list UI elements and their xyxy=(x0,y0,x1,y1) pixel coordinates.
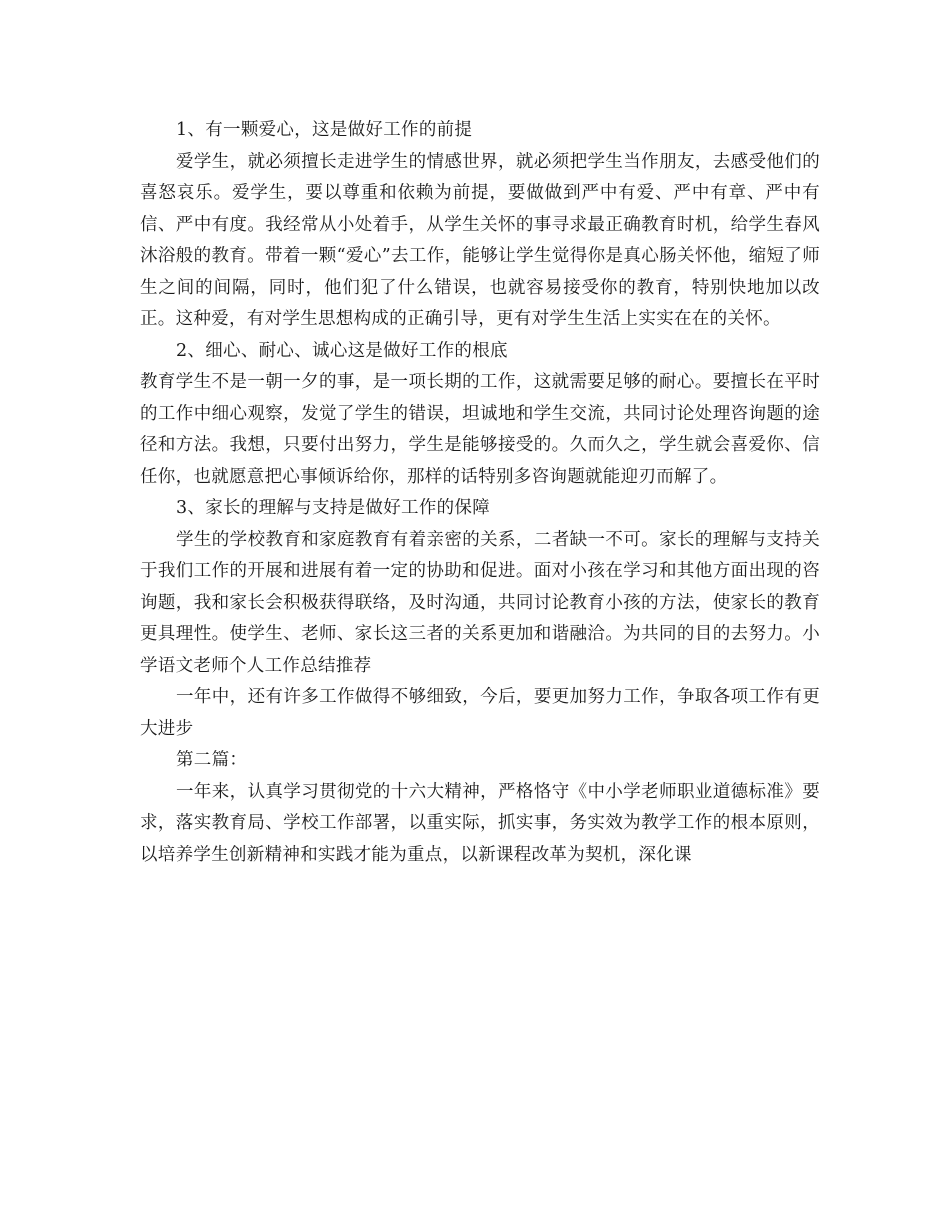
heading-love: 1、有一颗爱心，这是做好工作的前提 xyxy=(176,120,473,140)
paragraph-love: 爱学生，就必须擅长走进学生的情感世界，就必须把学生当作朋友，去感受他们的喜怒哀乐。爱学生，要以尊重和依赖为前提，要做做到严中有爱、严中有章、严中有信、严中有度。我经常从小处着手，从学生关怀的事寻求最正确教育时机，给学生春风沐浴般的教育。带着一颗“爱心”去工作，能够让学生觉得你是真心肠关怀他，缩短了师生之间的间隔，同时，他们犯了什么错误，也就容易接受你的教育，特别快地加以改正。这种爱，有对学生思想构成的正确引导，更有对学生生活上实实在在的关怀。 xyxy=(140,151,820,329)
document-body xyxy=(140,115,820,871)
paragraph-patience: 教育学生不是一朝一夕的事，是一项长期的工作，这就需要足够的耐心。要擅长在平时的工作中细心观察，发觉了学生的错误，坦诚地和学生交流，共同讨论处理咨询题的途径和方法。我想，只要付出努力，学生是能够接受的。久而久之，学生就会喜爱你、信任你，也就愿意把心事倾诉给你，那样的话特别多咨询题就能迎刃而解了。 xyxy=(140,372,820,487)
paragraph-conclusion: 一年中，还有许多工作做得不够细致，今后，要更加努力工作，争取各项工作有更大进步 xyxy=(140,687,820,739)
paragraph-parents: 学生的学校教育和家庭教育有着亲密的关系，二者缺一不可。家长的理解与支持关于我们工作的开展和进展有着一定的协助和促进。面对小孩在学习和其他方面出现的咨询题，我和家长会积极获得联络，及时沟通，共同讨论教育小孩的方法，使家长的教育更具理性。使学生、老师、家长这三者的关系更加和谐融洽。为共同的目的去努力。小学语文老师个人工作总结推荐 xyxy=(140,529,820,676)
heading-parents: 3、家长的理解与支持是做好工作的保障 xyxy=(176,498,491,518)
heading-patience: 2、细心、耐心、诚心这是做好工作的根底 xyxy=(176,340,508,361)
section-title-second: 第二篇： xyxy=(176,750,248,770)
paragraph-second-intro: 一年来，认真学习贯彻党的十六大精神，严格恪守《中小学老师职业道德标准》要求，落实教育局、学校工作部署，以重实际，抓实事，务实效为教学工作的根本原则，以培养学生创新精神和实践才能为重点，以新课程改革为契机，深化课 xyxy=(140,781,820,865)
